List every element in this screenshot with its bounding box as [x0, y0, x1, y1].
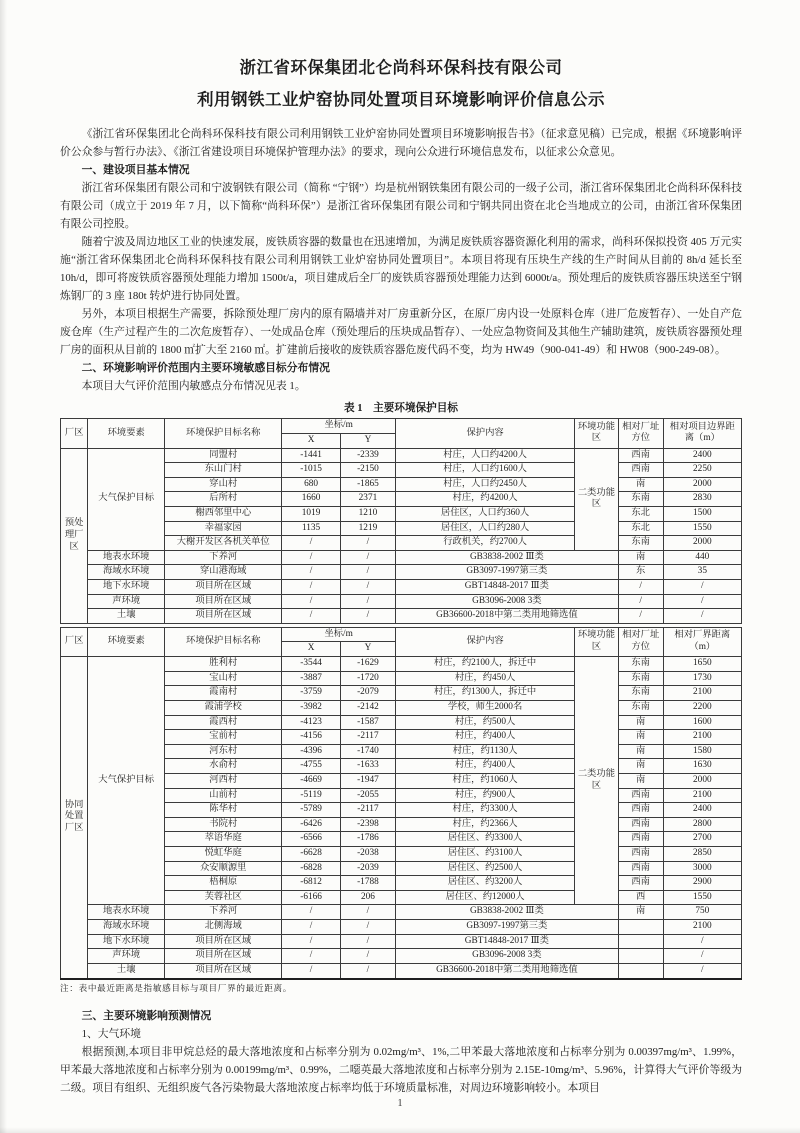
table-cell: 1019 [282, 507, 341, 522]
document-title [60, 52, 742, 116]
table-cell: 1550 [663, 521, 741, 536]
table-cell: -2398 [340, 817, 395, 832]
table-cell: 南 [618, 477, 663, 492]
table-cell: 声环境 [88, 594, 165, 609]
table-cell: 预处理厂区 [61, 448, 88, 623]
table-header-cell: 相对厂界距离（m） [663, 627, 741, 656]
table-cell: -3544 [282, 657, 341, 672]
table-cell: / [618, 580, 663, 595]
table-cell [618, 920, 663, 935]
table-cell: GBT14848-2017 Ⅲ类 [396, 580, 619, 595]
table-cell: 南 [618, 759, 663, 774]
table-cell: GB36600-2018中第二类用地筛选值 [396, 963, 619, 978]
table-cell: 行政机关，约2700人 [396, 536, 575, 551]
table-cell: 东北 [618, 507, 663, 522]
table-1-caption: 表 1 主要环境保护目标 [344, 403, 458, 415]
table-cell: 海域水环境 [88, 920, 165, 935]
table-cell: 村庄，约1300人，拆迁中 [396, 686, 575, 701]
table-cell: / [282, 536, 341, 551]
table-cell: 西南 [618, 876, 663, 891]
table-cell: 440 [663, 550, 741, 565]
table-cell: 西南 [618, 861, 663, 876]
table-cell: 二类功能区 [575, 657, 619, 905]
table-cell: 1660 [282, 492, 341, 507]
table-cell [618, 949, 663, 964]
table-header-cell: Y [340, 433, 395, 448]
table-cell: 东南 [618, 657, 663, 672]
table-cell: 2000 [663, 773, 741, 788]
table-cell: GB36600-2018中第二类用地筛选值 [396, 609, 619, 624]
table-cell: -2339 [340, 448, 395, 463]
table-cell: 2100 [663, 730, 741, 745]
table-cell: 东南 [618, 700, 663, 715]
table-cell: 穿山村 [165, 477, 282, 492]
table-header-cell: 环境功能区 [575, 627, 619, 656]
page-number: 1 [397, 1098, 403, 1109]
table-cell: -1629 [340, 657, 395, 672]
section-1-paragraph-1: 浙江省环保集团有限公司和宁波钢铁有限公司（简称 “宁钢”）均是杭州钢铁集团有限公司的一级子公司，浙江省环保集团北仑尚科环保科技有限公司（成立于 2019 年 7 月，以下简称“尚科环保”）是浙江省环保集团有限公司和宁钢共同出资在北仑当地成立的公司，由浙江省环保集团有限公司控股。 [60, 182, 742, 231]
table-cell: 村庄，约1060人 [396, 773, 575, 788]
table-cell: 榭西邻里中心 [165, 507, 282, 522]
table-cell: 地表水环境 [88, 905, 165, 920]
title-line-1: 浙江省环保集团北仑尚科环保科技有限公司 [239, 58, 563, 77]
table-cell: / [282, 609, 341, 624]
table-cell: 206 [340, 890, 395, 905]
table-header-cell: 坐标/m [282, 419, 396, 434]
table-cell: 村庄，约900人 [396, 788, 575, 803]
table-cell: 村庄，约3300人 [396, 803, 575, 818]
table-cell: 海域水环境 [88, 565, 165, 580]
table-cell: 书院村 [165, 817, 282, 832]
table-cell: / [282, 920, 341, 935]
table-cell: -5789 [282, 803, 341, 818]
table-cell: -5119 [282, 788, 341, 803]
table-cell: 西南 [618, 448, 663, 463]
table-cell: 地表水环境 [88, 550, 165, 565]
section-3-subheading: 1、大气环境 [81, 1027, 141, 1040]
table-cell: -1740 [340, 744, 395, 759]
table-header-cell: 厂区 [61, 627, 88, 656]
table-cell: 二类功能区 [575, 448, 619, 550]
section-1-heading: 一、建设项目基本情况 [81, 164, 190, 177]
table-cell: 2900 [663, 876, 741, 891]
table-cell: 北侧海域 [165, 920, 282, 935]
table-cell: -6828 [282, 861, 341, 876]
table-cell: 悦虹华庭 [165, 847, 282, 862]
table-cell: GB3097-1997第三类 [396, 920, 619, 935]
table-cell: 2850 [663, 847, 741, 862]
table-cell: 2250 [663, 463, 741, 478]
table-cell: 水俞村 [165, 759, 282, 774]
table-header-cell: X [282, 433, 341, 448]
table-cell: -1947 [340, 773, 395, 788]
table-cell: / [282, 905, 341, 920]
table-cell: 2371 [340, 492, 395, 507]
table-cell: 3000 [663, 861, 741, 876]
table-cell: 河东村 [165, 744, 282, 759]
table-cell: 1580 [663, 744, 741, 759]
table-cell: -1015 [282, 463, 341, 478]
table-cell: / [282, 565, 341, 580]
table-cell: / [340, 550, 395, 565]
table-header-cell: Y [340, 642, 395, 657]
table-cell: 西南 [618, 832, 663, 847]
table-cell: 南 [618, 744, 663, 759]
table-header-cell: 保护内容 [396, 419, 575, 448]
table-cell: 居住区，人口约360人 [396, 507, 575, 522]
table-cell: / [282, 550, 341, 565]
table-cell: 村庄，约400人 [396, 759, 575, 774]
table-cell: 750 [663, 905, 741, 920]
table-cell: 霞浦学校 [165, 700, 282, 715]
table-cell: -1441 [282, 448, 341, 463]
table-cell: 东南 [618, 536, 663, 551]
table-cell: 西南 [618, 788, 663, 803]
table-cell: -4755 [282, 759, 341, 774]
table-cell: 南 [618, 905, 663, 920]
table-cell: 2800 [663, 817, 741, 832]
table-cell: 项目所在区域 [165, 594, 282, 609]
table-cell: 东山门村 [165, 463, 282, 478]
table-cell: -2039 [340, 861, 395, 876]
table-header-cell: 坐标/m [282, 627, 396, 642]
table-cell: 1730 [663, 671, 741, 686]
table-header-cell: 相对厂址方位 [618, 419, 663, 448]
table-cell: / [663, 949, 741, 964]
table-cell: -6166 [282, 890, 341, 905]
table-cell: -4156 [282, 730, 341, 745]
table-cell: 居住区、约3200人 [396, 876, 575, 891]
table-cell: -1865 [340, 477, 395, 492]
table-cell: 南 [618, 773, 663, 788]
table-header-cell: 环境保护目标名称 [165, 419, 282, 448]
table-cell: 2000 [663, 477, 741, 492]
section-1-paragraph-2: 随着宁波及周边地区工业的快速发展，废铁质容器的数量也在迅速增加，为满足废铁质容器资源化利用的需求，尚科环保拟投资 405 万元实施“浙江省环保集团北仑尚科环保科技有限公司利用钢铁工业炉窑协同处置项目”。本项目将现有压块生产线的生产时间从目前的 8h/d 延长至 10h/d，即可将废铁质容器预处理能力增加 1500t/a，项目建成后全厂的废铁质容器预处理能力达到 6000t/a。预处理后的废铁质容器压块送至宁钢炼钢厂的 3 座 180t 转炉进行协同处置。 [60, 236, 742, 303]
table-cell: / [282, 594, 341, 609]
table-cell: / [340, 609, 395, 624]
table-cell: -1587 [340, 715, 395, 730]
table-cell: 下养河 [165, 905, 282, 920]
table-cell: 1219 [340, 521, 395, 536]
table-cell: / [282, 963, 341, 978]
table-header-cell: 厂区 [61, 419, 88, 448]
table-cell: 1135 [282, 521, 341, 536]
table-cell: 村庄，约400人 [396, 730, 575, 745]
table-header-cell: 相对厂址方位 [618, 627, 663, 656]
table-header-cell: 环境要素 [88, 627, 165, 656]
table-cell [618, 934, 663, 949]
section-3-heading: 三、主要环境影响预测情况 [81, 1009, 212, 1022]
table-cell: 东南 [618, 492, 663, 507]
table-cell: 村庄，人口约1600人 [396, 463, 575, 478]
table-cell: 西南 [618, 817, 663, 832]
table-cell: 胜利村 [165, 657, 282, 672]
table-cell: 东南 [618, 686, 663, 701]
table-cell: / [663, 594, 741, 609]
table-header-cell: 环境功能区 [575, 419, 619, 448]
table-cell: 地下水环境 [88, 580, 165, 595]
table-cell: / [340, 934, 395, 949]
table-cell: 东南 [618, 671, 663, 686]
table-cell: 南 [618, 550, 663, 565]
table-cell: 2400 [663, 803, 741, 818]
table-cell: 村庄，约500人 [396, 715, 575, 730]
intro-paragraph: 《浙江省环保集团北仑尚科环保科技有限公司利用钢铁工业炉窑协同处置项目环境影响报告书》（征求意见稿）已完成，根据《环境影响评价公众参与暂行办法》、《浙江省建设项目环境保护管理办法》的要求，现向公众进行环境信息发布，以征求公众意见。 [60, 128, 742, 159]
table-cell: / [340, 580, 395, 595]
table-cell: 西 [618, 890, 663, 905]
table-cell: 同盟村 [165, 448, 282, 463]
table-cell: / [282, 580, 341, 595]
table-cell: 2100 [663, 920, 741, 935]
table-cell: / [340, 594, 395, 609]
table-cell: -6812 [282, 876, 341, 891]
table-cell: 幸福家园 [165, 521, 282, 536]
section-3-paragraph-1: 根据预测,本项目非甲烷总烃的最大落地浓度和占标率分别为 0.02mg/m³、1%,二甲苯最大落地浓度和占标率分别为 0.00397mg/m³、1.99%，甲苯最大落地浓度和占标率分别为 0.00199mg/m³、0.99%，二噁英最大落地浓度和占标率分别为 2.15E-10mg/m³、5.96%，计算得大气评价等级为二级。项目有组织、无组织废气各污染物最大落地浓度占标率均低于环境质量标准，对周边环境影响较小。本项目 [60, 1045, 742, 1094]
table-cell: 村庄，人口约2450人 [396, 477, 575, 492]
table-cell: -2055 [340, 788, 395, 803]
table-cell: 土壤 [88, 609, 165, 624]
table-cell: 项目所在区域 [165, 580, 282, 595]
table-header-cell: 相对项目边界距离（m） [663, 419, 741, 448]
table-cell: 村庄，约2100人，拆迁中 [396, 657, 575, 672]
table-cell: 2100 [663, 788, 741, 803]
table-cell: -2117 [340, 803, 395, 818]
table-cell: 东 [618, 565, 663, 580]
table-cell: 项目所在区域 [165, 949, 282, 964]
table-cell: 芙蓉社区 [165, 890, 282, 905]
table-cell: 穿山港海域 [165, 565, 282, 580]
table-cell: -4396 [282, 744, 341, 759]
table-cell: -2079 [340, 686, 395, 701]
table-header-cell: 保护内容 [396, 627, 575, 656]
table-cell: 霞西村 [165, 715, 282, 730]
table-cell: / [663, 609, 741, 624]
section-1-paragraph-3: 另外，本项目根据生产需要，拆除预处理厂房内的原有隔墙并对厂房重新分区，在原厂房内设一处原料仓库（进厂危废暂存）、一处自产危废仓库（生产过程产生的二次危废暂存）、一处成品仓库（预处理后的压块成品暂存）、一处应急物资间及其他生产辅助建筑，废铁质容器预处理厂房的面积从目前的 1800 ㎡扩大至 2160 ㎡。扩建前后接收的废铁质容器危废代码不变，均为 HW49（900-041-49）和 HW08（900-249-08）。 [60, 308, 742, 357]
table-cell: -2150 [340, 463, 395, 478]
table-cell: / [282, 934, 341, 949]
table-cell: 山前村 [165, 788, 282, 803]
table-cell: -1633 [340, 759, 395, 774]
table-cell: -1786 [340, 832, 395, 847]
table-cell: -1788 [340, 876, 395, 891]
table-cell: 土壤 [88, 963, 165, 978]
title-line-2: 利用钢铁工业炉窑协同处置项目环境影响评价信息公示 [197, 90, 605, 110]
table-cell: 地下水环境 [88, 934, 165, 949]
table-cell: 霞南村 [165, 686, 282, 701]
table-cell: 2000 [663, 536, 741, 551]
table-cell: 村庄，约2366人 [396, 817, 575, 832]
table-header-cell: X [282, 642, 341, 657]
table-cell: / [340, 920, 395, 935]
table-cell: / [340, 565, 395, 580]
table-header-cell: 环境保护目标名称 [165, 627, 282, 656]
table-cell: 西南 [618, 803, 663, 818]
table-cell: 2200 [663, 700, 741, 715]
table-cell: GB3838-2002 Ⅲ类 [396, 550, 619, 565]
table-cell: / [618, 609, 663, 624]
table-cell: 萃语华庭 [165, 832, 282, 847]
table-cell: GBT14848-2017 Ⅲ类 [396, 934, 619, 949]
table-cell: / [663, 934, 741, 949]
table-cell: 村庄，约1130人 [396, 744, 575, 759]
table-cell: 村庄，人口约4200人 [396, 448, 575, 463]
table-cell: / [340, 536, 395, 551]
table-cell: 2100 [663, 686, 741, 701]
table-cell: -4123 [282, 715, 341, 730]
table-cell: 陈华村 [165, 803, 282, 818]
table-cell: GB3096-2008 3类 [396, 594, 619, 609]
table-cell: 居住区、约3100人 [396, 847, 575, 862]
table-cell: 西南 [618, 847, 663, 862]
table-cell: -1720 [340, 671, 395, 686]
table-cell: 宝前村 [165, 730, 282, 745]
table-cell: -3759 [282, 686, 341, 701]
protection-targets-table-pretreatment [60, 418, 742, 624]
table-cell: / [663, 580, 741, 595]
table-cell: -3887 [282, 671, 341, 686]
table-note: 注：表中最近距离是指敏感目标与项目厂界的最近距离。 [60, 982, 293, 993]
table-cell: 协同处置厂区 [61, 657, 88, 979]
table-cell: GB3097-1997第三类 [396, 565, 619, 580]
table-cell: -2142 [340, 700, 395, 715]
table-cell: 南 [618, 730, 663, 745]
table-cell: 下养河 [165, 550, 282, 565]
table-cell: 大榭开发区各机关单位 [165, 536, 282, 551]
table-cell: 村庄，约4200人 [396, 492, 575, 507]
table-cell: / [340, 949, 395, 964]
table-cell: / [663, 963, 741, 978]
table-cell: 2700 [663, 832, 741, 847]
table-cell: 西南 [618, 463, 663, 478]
table-cell: 村庄，约450人 [396, 671, 575, 686]
table-cell: 项目所在区域 [165, 934, 282, 949]
table-cell: 2400 [663, 448, 741, 463]
table-cell: 梧桐原 [165, 876, 282, 891]
table-header-cell: 环境要素 [88, 419, 165, 448]
table-cell: 35 [663, 565, 741, 580]
table-cell: 宝山村 [165, 671, 282, 686]
protection-targets-table-codisposal [60, 627, 742, 980]
table-cell: -6426 [282, 817, 341, 832]
table-cell: 居住区、约12000人 [396, 890, 575, 905]
table-cell: / [340, 905, 395, 920]
table-cell: 居住区，人口约280人 [396, 521, 575, 536]
table-cell: 1650 [663, 657, 741, 672]
table-cell: 声环境 [88, 949, 165, 964]
table-cell: -2038 [340, 847, 395, 862]
table-cell: 河西村 [165, 773, 282, 788]
table-cell: 2830 [663, 492, 741, 507]
table-cell: 680 [282, 477, 341, 492]
table-cell: 居住区、约3300人 [396, 832, 575, 847]
section-2-heading: 二、环境影响评价范围内主要环境敏感目标分布情况 [81, 362, 330, 375]
table-cell: 1210 [340, 507, 395, 522]
table-cell: 后所村 [165, 492, 282, 507]
table-cell: 学校，师生2000名 [396, 700, 575, 715]
table-cell: 大气保护目标 [88, 657, 165, 905]
table-cell: 1500 [663, 507, 741, 522]
table-cell: 1630 [663, 759, 741, 774]
table-cell: -2117 [340, 730, 395, 745]
table-cell: 居住区、约2500人 [396, 861, 575, 876]
table-cell: -4669 [282, 773, 341, 788]
table-cell: 项目所在区域 [165, 963, 282, 978]
table-cell: GB3838-2002 Ⅲ类 [396, 905, 619, 920]
table-cell: 1600 [663, 715, 741, 730]
table-cell: 东北 [618, 521, 663, 536]
table-cell: 项目所在区域 [165, 609, 282, 624]
table-cell: -6628 [282, 847, 341, 862]
table-cell: 大气保护目标 [88, 448, 165, 550]
table-cell: / [282, 949, 341, 964]
table-cell: -3982 [282, 700, 341, 715]
table-cell: / [340, 963, 395, 978]
table-cell: 南 [618, 715, 663, 730]
table-cell: 1550 [663, 890, 741, 905]
table-cell [618, 963, 663, 978]
table-cell: -6566 [282, 832, 341, 847]
table-cell: / [618, 594, 663, 609]
table-cell: 众安顺源里 [165, 861, 282, 876]
table-cell: GB3096-2008 3类 [396, 949, 619, 964]
section-2-paragraph-1: 本项目大气评价范围内敏感点分布情况见表 1。 [81, 380, 306, 393]
